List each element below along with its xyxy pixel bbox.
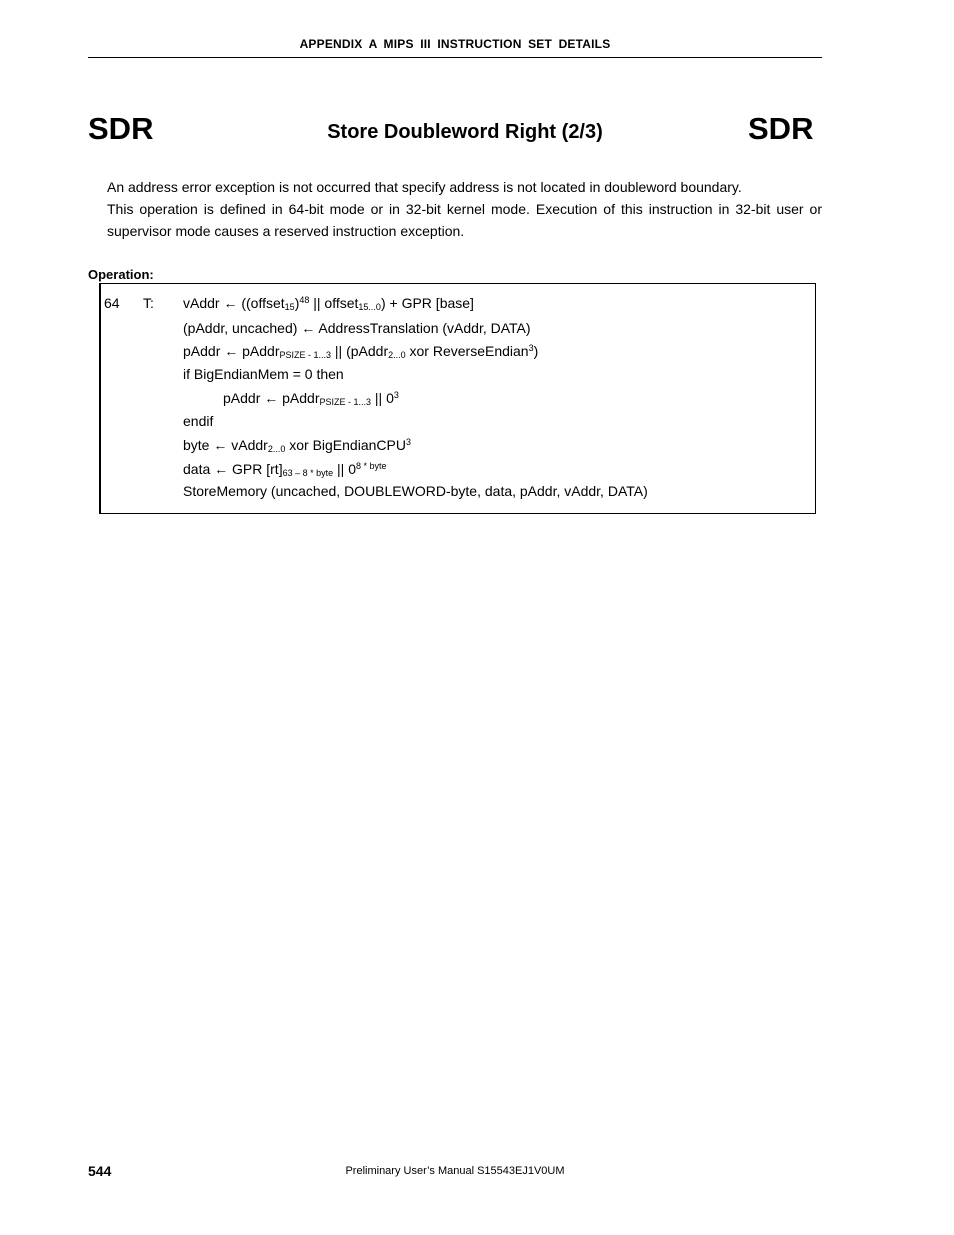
header-rule xyxy=(88,57,822,58)
line-text: ) + GPR [base] xyxy=(380,295,474,311)
operation-line-8 xyxy=(183,460,387,478)
line-text: || (pAddr xyxy=(331,343,389,359)
mnemonic-left: SDR xyxy=(88,111,154,146)
superscript: 8 * byte xyxy=(355,461,387,471)
line-text: endif xyxy=(183,413,214,429)
line-text: data ← GPR [rt] xyxy=(183,461,283,477)
description-paragraph-1: An address error exception is not occurred that specify address is not located in doubleword boundary. xyxy=(107,179,742,195)
line-text: pAddr ← pAddr xyxy=(183,343,280,359)
operation-line-6 xyxy=(183,412,213,430)
line-text: xor ReverseEndian xyxy=(405,343,529,359)
line-text: StoreMemory (uncached, DOUBLEWORD-byte, data, pAddr, vAddr, DATA) xyxy=(183,483,648,499)
line-text: (pAddr, uncached) ← AddressTranslation (vAddr, DATA) xyxy=(183,320,531,336)
operation-mode: 64 xyxy=(104,295,120,311)
line-text: vAddr ← ((offset xyxy=(183,295,285,311)
subscript: 15...0 xyxy=(358,302,381,312)
subscript: 2...0 xyxy=(267,444,286,454)
line-text: if BigEndianMem = 0 then xyxy=(183,366,344,382)
operation-line-3 xyxy=(183,342,538,360)
subscript: 15 xyxy=(284,302,295,312)
line-text: || offset xyxy=(309,295,359,311)
line-text: ) xyxy=(533,343,539,359)
operation-line-7 xyxy=(183,436,411,454)
line-text: ) xyxy=(294,295,300,311)
line-text: pAddr ← pAddr xyxy=(223,390,320,406)
footer-document-id: Preliminary User’s Manual S15543EJ1V0UM xyxy=(345,1165,565,1177)
running-header: APPENDIX A MIPS III INSTRUCTION SET DETAILS xyxy=(299,37,611,51)
subscript: PSIZE - 1...3 xyxy=(319,397,372,407)
operation-line-4 xyxy=(183,365,344,383)
superscript: 48 xyxy=(299,295,310,305)
instruction-title: Store Doubleword Right (2/3) xyxy=(327,121,603,143)
subscript: 63 – 8 * byte xyxy=(282,468,334,478)
operation-line-1 xyxy=(183,294,474,312)
subscript: 2...0 xyxy=(388,350,406,360)
operation-line-2 xyxy=(183,319,531,337)
line-text: xor BigEndianCPU xyxy=(285,437,406,453)
page-number: 544 xyxy=(88,1163,112,1179)
operation-box xyxy=(99,283,816,514)
operation-line-5 xyxy=(223,389,399,407)
superscript: 3 xyxy=(393,390,399,400)
operation-label: Operation: xyxy=(88,267,154,282)
mnemonic-right: SDR xyxy=(748,111,814,146)
line-text: || 0 xyxy=(371,390,394,406)
description-paragraph-2: This operation is defined in 64-bit mode or in 32-bit kernel mode. Execution of this instruction in 32-bit user or supervisor mode causes a reserved instruction exception. xyxy=(107,201,822,239)
line-text: || 0 xyxy=(333,461,356,477)
subscript: PSIZE - 1...3 xyxy=(279,350,332,360)
operation-cycle: T: xyxy=(143,295,154,311)
line-text: byte ← vAddr xyxy=(183,437,268,453)
operation-line-9 xyxy=(183,482,648,500)
description xyxy=(107,176,822,242)
superscript: 3 xyxy=(528,343,534,353)
superscript: 3 xyxy=(405,437,411,447)
